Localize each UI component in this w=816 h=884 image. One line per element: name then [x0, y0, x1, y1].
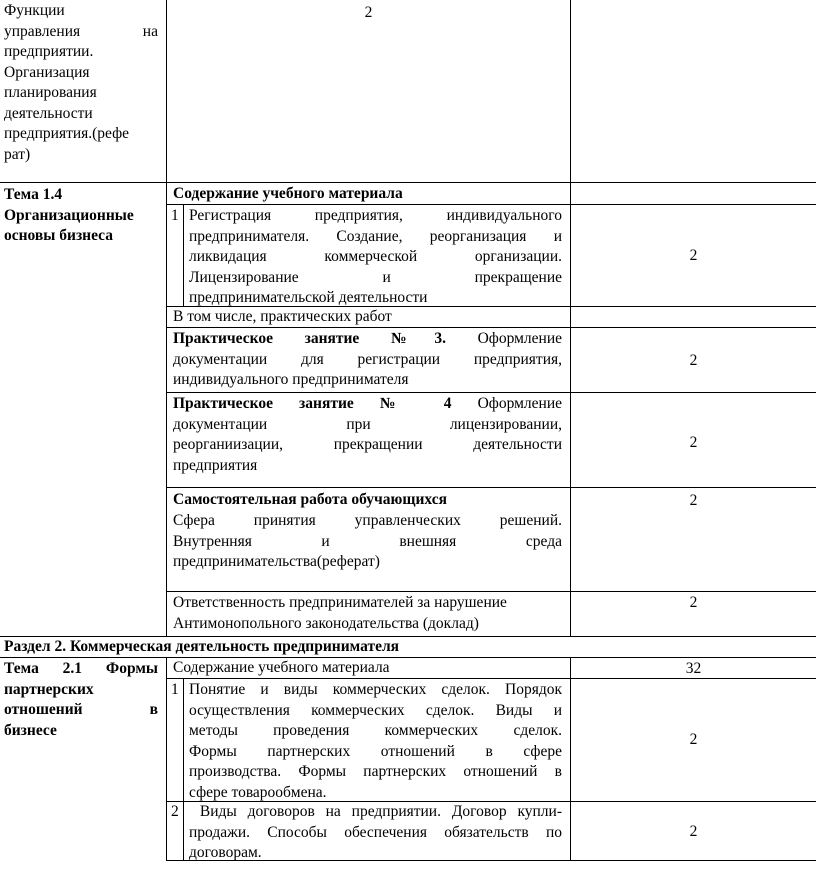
practical-4-text: [173, 394, 562, 476]
item-number: 2: [171, 803, 179, 820]
topic-title-line: основы бизнеса: [4, 227, 113, 244]
column-divider: [166, 657, 167, 860]
topic-title-line: Тема 2.1 Формы: [4, 660, 158, 677]
topic-line: рат): [4, 145, 31, 163]
responsibility-line: Антимонопольного законодательства (доклад): [173, 614, 479, 632]
hours-value: 2: [689, 492, 698, 509]
topic-1-4-title: [4, 185, 162, 247]
item-line: Регистрация предприятия, индивидуального: [189, 207, 562, 224]
practical-line: [173, 394, 562, 415]
responsibility-line: Ответственность предпринимателей за нарушение: [173, 594, 507, 611]
independent-work-text: [173, 511, 562, 573]
hours-value: 2: [689, 247, 698, 264]
topic-line: Функции: [4, 2, 65, 19]
practical-line: предприятия: [173, 456, 258, 474]
topic-title-line: партнерских: [4, 680, 94, 698]
topic-line: планирования: [4, 84, 97, 101]
topic-line: деятельности: [4, 104, 93, 122]
hours-value: 2: [689, 434, 698, 451]
row-divider: [166, 392, 816, 393]
item-line: производства. Формы партнерских отношений в: [189, 763, 562, 780]
item-line: осуществления коммерческих сделок. Виды и: [189, 701, 562, 719]
topic-line: управления на: [4, 22, 158, 40]
independent-line: Внутренняя и внешняя среда: [173, 532, 562, 550]
practical-line: реорганиизации, прекращении деятельности: [173, 436, 562, 453]
topic-title-line: бизнесе: [4, 721, 57, 739]
topic-title-line: Тема 1.4: [4, 186, 63, 203]
item-line: предпринимателя. Создание, реорганизация и: [189, 227, 562, 245]
practical-line: [173, 329, 562, 350]
hours-value: 32: [685, 660, 702, 677]
hours-value: 2: [689, 823, 698, 840]
item-line: сфере товарообмена.: [189, 783, 327, 801]
item-text-commercial-deals: [189, 680, 562, 803]
item-line: Понятие и виды коммерческих сделок. Порядок: [189, 681, 562, 698]
item-number: 1: [171, 681, 179, 698]
item-line: предпринимательской деятельности: [189, 289, 428, 306]
item-line: Виды договоров на предприятии. Договор купли-: [189, 803, 562, 820]
independent-line: предпринимательства(реферат): [173, 553, 380, 570]
practical-4-rest: Оформление: [477, 395, 562, 412]
practical-line: документации для регистрации предприятия,: [173, 350, 562, 368]
item-line: договорам.: [189, 844, 262, 861]
item-line: Лицензирование и прекращение: [189, 268, 562, 286]
practical-3-label: Практическое занятие №3.: [173, 330, 446, 347]
practical-3-rest: Оформление: [477, 330, 563, 347]
practical-line: индивидуального предпринимателя: [173, 371, 409, 388]
item-line: ликвидация коммерческой организации.: [189, 248, 562, 265]
topic-2-1-title: [4, 659, 158, 741]
topic-line: предприятии.: [4, 43, 94, 60]
topic-title-line: Организационные: [4, 206, 134, 224]
row-divider: [0, 182, 816, 183]
column-divider: [166, 0, 167, 636]
item-line: Формы партнерских отношений в сфере: [189, 742, 562, 760]
practical-line: документации при лицензировании,: [173, 415, 562, 433]
topic-line: Организация: [4, 63, 90, 81]
row-divider: [166, 487, 816, 488]
content-header: Содержание учебного материала: [173, 185, 403, 202]
row-divider: [166, 591, 816, 592]
topic-title-line: отношений в: [4, 701, 158, 718]
item-text-registration: [189, 206, 562, 309]
practical-intro: В том числе, практических работ: [173, 308, 392, 325]
column-divider: [183, 204, 184, 306]
hours-value: 2: [364, 4, 373, 21]
independent-line: Сфера принятия управленческих решений.: [173, 512, 562, 529]
column-divider: [183, 678, 184, 860]
topic-line: предприятия.(рефе: [4, 125, 130, 142]
column-divider: [570, 0, 571, 636]
hours-value: 2: [689, 594, 698, 611]
hours-value: 2: [689, 731, 698, 748]
practical-4-label: Практическое занятие № 4: [173, 395, 452, 412]
section-2-title: Раздел 2. Коммерческая деятельность предпринимателя: [4, 638, 400, 655]
item-line: методы проведения коммерческих сделок.: [189, 722, 562, 739]
item-number: 1: [171, 207, 179, 224]
item-line: продажи. Способы обеспечения обязательств по: [189, 823, 562, 841]
responsibility-text: [173, 593, 565, 634]
item-text-contracts: [189, 802, 562, 864]
content-header: Содержание учебного материала: [173, 659, 390, 676]
practical-3-text: [173, 329, 562, 391]
topic-cell-functions: [4, 1, 158, 165]
independent-work-title: Самостоятельная работа обучающихся: [173, 491, 447, 508]
hours-value: 2: [689, 352, 698, 369]
